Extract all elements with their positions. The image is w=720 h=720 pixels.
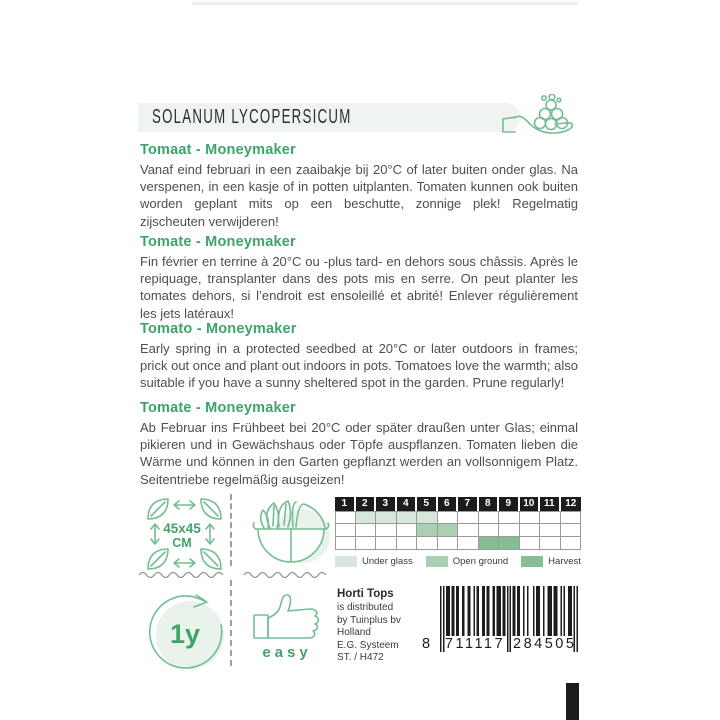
spacing-value-label: 45x45 <box>163 521 201 536</box>
thumbs-up-icon <box>252 592 324 646</box>
wavy-divider-right <box>243 570 333 578</box>
calendar-cell <box>520 524 541 537</box>
calendar-cell <box>356 524 377 537</box>
calendar-cell <box>417 524 438 537</box>
barcode-digit-first: 8 <box>422 636 431 652</box>
calendar-grid <box>335 497 581 550</box>
distributor-line: by Tuinplus bv <box>337 614 401 626</box>
calendar-cell <box>335 537 356 550</box>
calendar-cell <box>438 511 459 524</box>
variety-heading-fr: Tomate - Moneymaker <box>140 234 296 250</box>
salad-bowl-icon <box>246 494 334 572</box>
calendar-month-header: 5 <box>417 497 438 511</box>
calendar-cell <box>499 537 520 550</box>
variety-heading-en: Tomato - Moneymaker <box>140 321 297 337</box>
calendar-cell <box>540 537 561 550</box>
species-banner <box>138 103 520 132</box>
vertical-divider-top <box>230 494 232 566</box>
wavy-divider-left <box>138 570 230 578</box>
section-french <box>140 234 578 322</box>
calendar-month-header: 4 <box>397 497 418 511</box>
hand-holding-tomatoes-icon <box>500 94 578 140</box>
calendar-cell <box>376 537 397 550</box>
section-dutch <box>140 142 578 230</box>
calendar-month-header: 2 <box>356 497 377 511</box>
variety-heading-nl: Tomaat - Moneymaker <box>140 142 296 158</box>
calendar-month-header: 3 <box>376 497 397 511</box>
calendar-month-header: 10 <box>520 497 541 511</box>
calendar-cell <box>438 524 459 537</box>
legend-swatch <box>426 556 448 567</box>
species-title: SOLANUM LYCOPERSICUM <box>152 105 352 128</box>
calendar-cell <box>397 537 418 550</box>
calendar-cell <box>458 524 479 537</box>
distributor-line: Holland <box>337 627 371 638</box>
calendar-cell <box>458 537 479 550</box>
calendar-cell <box>335 524 356 537</box>
calendar-cell <box>376 511 397 524</box>
easy-label: easy <box>262 644 312 661</box>
calendar-cell <box>561 537 582 550</box>
calendar-cell <box>540 524 561 537</box>
calendar-cell <box>335 511 356 524</box>
calendar-legend <box>335 556 581 567</box>
calendar-month-header: 8 <box>479 497 500 511</box>
calendar-cell <box>540 511 561 524</box>
distributor-name: Horti Tops <box>337 588 394 600</box>
calendar-cell <box>479 511 500 524</box>
calendar-cell <box>561 524 582 537</box>
legend-swatch <box>521 556 543 567</box>
ean-barcode <box>424 586 580 656</box>
barcode-digits-left: 711117 <box>444 636 506 652</box>
calendar-month-header: 6 <box>438 497 459 511</box>
calendar-month-header: 12 <box>561 497 582 511</box>
calendar-cell <box>561 511 582 524</box>
section-german <box>140 400 578 488</box>
legend-label: Harvest <box>548 556 581 567</box>
calendar-cell <box>356 537 377 550</box>
distributor-line: E.G. Systeem <box>337 639 399 651</box>
calendar-month-header: 9 <box>499 497 520 511</box>
calendar-cell <box>499 511 520 524</box>
distributor-line: is distributed <box>337 602 394 613</box>
calendar-cell <box>417 537 438 550</box>
distributor-info <box>337 588 427 665</box>
instructions-fr: Fin février en terrine à 20°C ou -plus tard- en dehors sous châssis. Après le repiquage, transplanter dans des pots mis en serre. On peut planter les tomates dehors, si l’endroit est ensoleillé et abrité! Enlever régulièrement les jets latéraux! <box>140 254 578 321</box>
annual-label: 1y <box>169 619 201 649</box>
calendar-cell <box>520 537 541 550</box>
calendar-cell <box>438 537 459 550</box>
calendar-cell <box>397 511 418 524</box>
distributor-line: ST. / H472 <box>337 652 384 663</box>
print-registration-mark <box>566 683 579 720</box>
instructions-de: Ab Februar ins Frühbeet bei 20°C oder später draußen unter Glas; einmal pikieren und in Gewächshaus oder Töpfe auspflanzen. Tomaten lieben die Wärme und können in den Garten gepflanzt werden an vollsonnigem Platz. Seitentriebe regelmäßig ausgeizen! <box>140 420 578 487</box>
calendar-cell <box>356 511 377 524</box>
calendar-cell <box>479 537 500 550</box>
barcode-digits-right: 284505 <box>513 636 577 652</box>
calendar-cell <box>458 511 479 524</box>
calendar-cell <box>417 511 438 524</box>
calendar-month-header: 11 <box>540 497 561 511</box>
calendar-cell <box>397 524 418 537</box>
calendar-cell <box>499 524 520 537</box>
section-english <box>140 321 578 392</box>
calendar-month-header: 7 <box>458 497 479 511</box>
legend-label: Under glass <box>362 556 413 567</box>
legend-swatch <box>335 556 357 567</box>
calendar-cell <box>376 524 397 537</box>
variety-heading-de: Tomate - Moneymaker <box>140 400 296 416</box>
calendar-month-header: 1 <box>335 497 356 511</box>
instructions-en: Early spring in a protected seedbed at 20°C or later outdoors in frames; prick out once and plant out indoors in pots. Tomatoes love the warmth; also suitable if you have a sunny sheltered spot in the garden. Prune regularly! <box>140 341 578 391</box>
plant-spacing-icon <box>138 494 230 574</box>
calendar-cell <box>520 511 541 524</box>
instructions-nl: Vanaf eind februari in een zaaibakje bij 20°C of later buiten onder glas. Na verspenen, in een kasje of in potten uitplanten. Tomaten kunnen ook buiten worden geplant mits op een beschutte, zonnige plek! Regelmatig zijscheuten verwijderen! <box>140 162 578 229</box>
annual-cycle-icon <box>140 586 232 678</box>
calendar-cell <box>479 524 500 537</box>
spacing-unit-label: CM <box>172 536 192 550</box>
legend-label: Open ground <box>452 556 509 567</box>
sowing-calendar <box>335 497 581 567</box>
top-edge-line <box>192 2 578 5</box>
